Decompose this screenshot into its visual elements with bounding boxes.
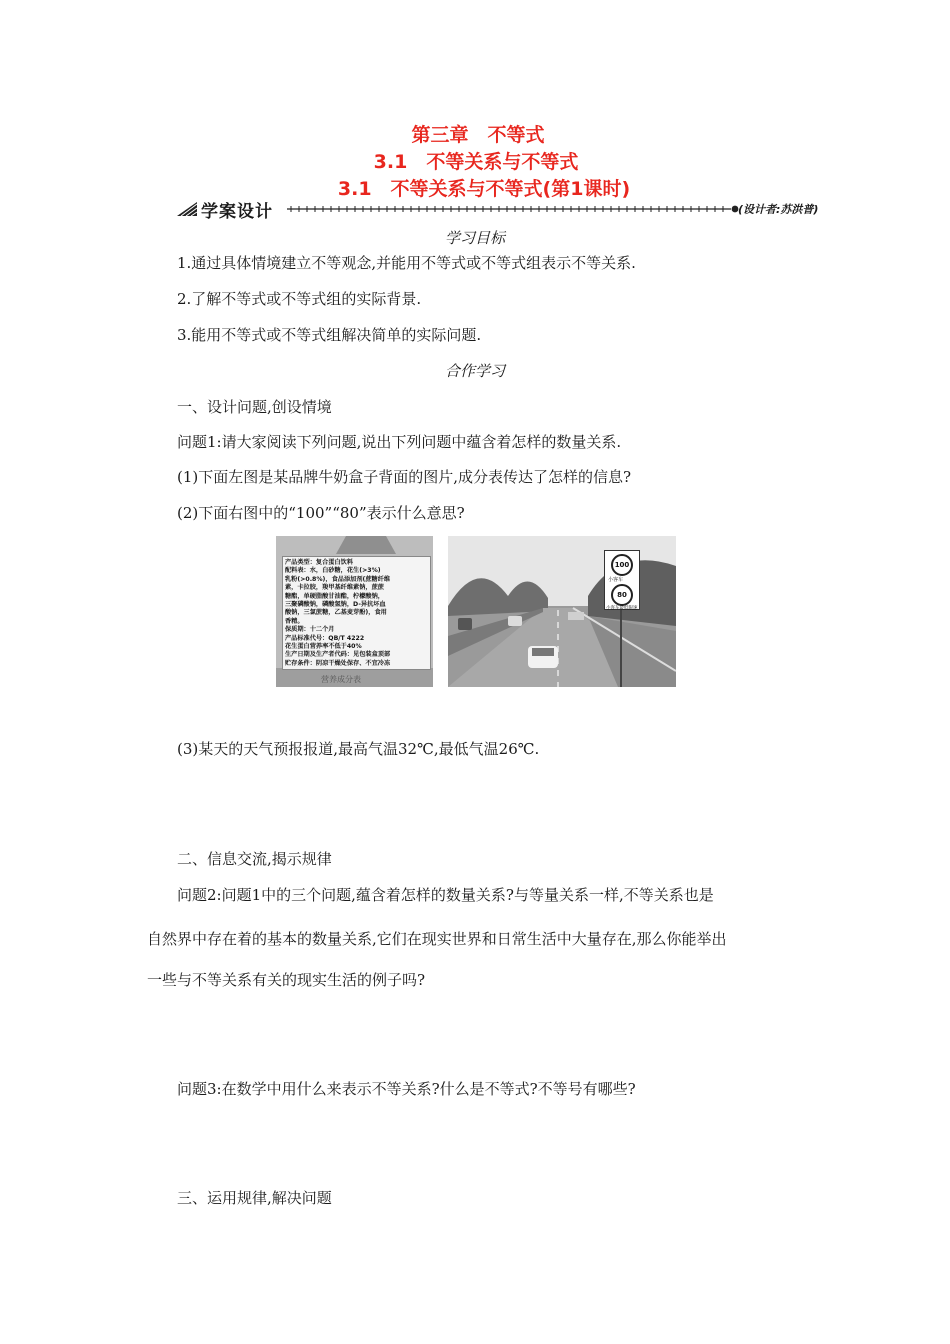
chapter-title: 第三章 不等式	[411, 124, 545, 146]
milk-box-image	[276, 536, 433, 687]
question-1-part-3: (3)某天的天气预报报道,最高气温32℃,最低气温26℃.	[177, 740, 540, 758]
design-banner	[175, 197, 865, 221]
title-block	[0, 122, 950, 203]
section-title: 3.1 不等关系与不等式	[373, 151, 579, 173]
sign-caption-bottom: 小客车最低限速	[606, 606, 638, 611]
question-2-line: 问题2:问题1中的三个问题,蕴含着怎样的数量关系?与等量关系一样,不等关系也是	[177, 886, 714, 904]
objective-item: 3.能用不等式或不等式组解决简单的实际问题.	[177, 326, 482, 344]
question-1-part-1: (1)下面左图是某品牌牛奶盒子背面的图片,成分表传达了怎样的信息?	[177, 468, 632, 486]
objective-item: 1.通过具体情境建立不等观念,并能用不等式或不等式组表示不等关系.	[177, 254, 636, 272]
section-three-title: 三、运用规律,解决问题	[177, 1189, 332, 1207]
speed-sign	[604, 550, 640, 610]
designer-credit: (设计者:苏洪普)	[738, 203, 819, 216]
question-2-line: 自然界中存在着的基本的数量关系,它们在现实世界和日常生活中大量存在,那么你能举出	[147, 930, 727, 948]
question-1-part-2: (2)下面右图中的“100”“80”表示什么意思?	[177, 504, 465, 522]
section-two-title: 二、信息交流,揭示规律	[177, 850, 332, 868]
design-label: 学案设计	[201, 202, 273, 222]
triangle-mark-icon	[175, 201, 199, 217]
dotted-rule	[285, 200, 775, 216]
highway-image	[448, 536, 676, 687]
lesson-title: 3.1 不等关系与不等式(第1课时)	[337, 178, 631, 200]
objective-item: 2.了解不等式或不等式组的实际背景.	[177, 290, 422, 308]
question-1: 问题1:请大家阅读下列问题,说出下列问题中蕴含着怎样的数量关系.	[177, 433, 622, 451]
ingredient-text: 产品类型：复合蛋白饮料 配料表：水，白砂糖，花生(>3%) 乳粉(>0.8%)，食品添加剂(蔗糖纤维 素，卡拉胶，羧甲基纤维素钠，蔗蔗 糖酯，单硬脂酸甘油酯，柠檬酸钠， 三聚磷酸钠，磷酸氢钠，D-异抗坏血 酸钠，三氯蔗糖，乙基麦芽酚)，食用 香精。 保质期：十二个月 产品标准代号：QB/T 4222 花生蛋白营养率不低于40% 生产日期及生产者代码：见包装盒顶部 贮存条件：阴凉干燥处保存、不宜冷冻	[285, 559, 391, 667]
question-3: 问题3:在数学中用什么来表示不等关系?什么是不等式?不等号有哪些?	[177, 1080, 636, 1098]
objectives-heading: 学习目标	[444, 229, 505, 247]
sign-caption-top: 小客车	[608, 577, 624, 583]
coop-heading: 合作学习	[444, 362, 505, 380]
nutrition-caption: 营养成分表	[321, 675, 361, 684]
question-2-line: 一些与不等关系有关的现实生活的例子吗?	[147, 971, 426, 989]
max-speed-sign: 100	[611, 554, 633, 576]
min-speed-sign: 80	[611, 584, 633, 606]
section-one-title: 一、设计问题,创设情境	[177, 398, 332, 416]
highway-scene	[448, 536, 676, 687]
